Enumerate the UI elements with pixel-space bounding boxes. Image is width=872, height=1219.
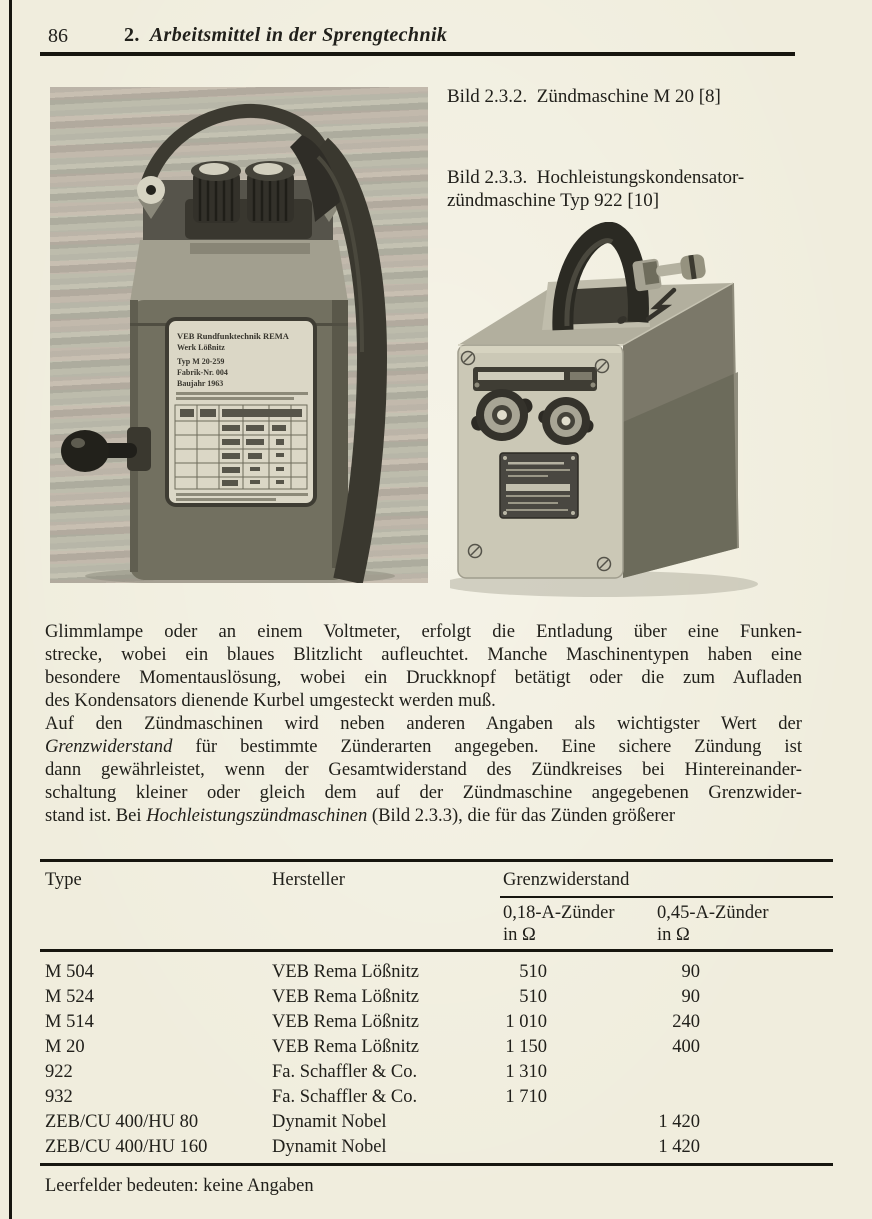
text-line: Auf den Zündmaschinen wird neben anderen Angaben als wichtigster Wert der: [45, 713, 802, 734]
text-line: Glimmlampe oder an einem Voltmeter, erfolgt die Entladung über eine Funken-: [45, 621, 802, 642]
terminal-knob-right: [245, 161, 295, 223]
terminal-knob-left: [191, 161, 241, 223]
table-cell: Fa. Schaffler & Co.: [272, 1087, 418, 1107]
table-cell: 510: [519, 962, 547, 982]
chapter-number: 2.: [124, 24, 140, 46]
table-cell: 90: [681, 962, 700, 982]
table-header-type: Type: [45, 870, 82, 890]
table-cell: ZEB/CU 400/HU 80: [45, 1112, 199, 1132]
table-cell: ZEB/CU 400/HU 160: [45, 1137, 208, 1157]
table-cell: 922: [45, 1062, 73, 1082]
table-cell: Fa. Schaffler & Co.: [272, 1062, 418, 1082]
text-line: des Kondensators dienende Kurbel umgesteckt werden muß.: [45, 690, 496, 711]
table-cell: 510: [519, 987, 547, 1007]
table-cell: 1 420: [658, 1112, 700, 1132]
table-row: [45, 987, 802, 1012]
crank-handle: [61, 427, 151, 472]
text-line: schaltung kleiner oder gleich dem auf der Zündmaschine angegebenen Grenzwider-: [45, 782, 802, 803]
body-text: [45, 620, 802, 827]
table-cell: 932: [45, 1087, 73, 1107]
chapter-heading: [124, 24, 447, 47]
paragraph: [45, 620, 802, 712]
caption-bild-2-3-2: Bild 2.3.2. Zündmaschine M 20 [8]: [447, 86, 721, 107]
table-cell: VEB Rema Lößnitz: [272, 962, 419, 982]
plate-line-2: Werk Lößnitz: [177, 343, 225, 352]
scan-edge-line: [9, 0, 12, 1219]
subheader-line: in Ω: [657, 925, 690, 945]
subheader-line: 0,18-A-Zünder: [503, 903, 615, 923]
table-rows: [45, 962, 802, 1162]
table-cell: 240: [672, 1012, 700, 1032]
typ922-illustration: [450, 222, 860, 604]
table-cell: 1 150: [505, 1037, 547, 1057]
table-cell: 1 710: [505, 1087, 547, 1107]
table-subheader-045: [657, 902, 768, 946]
table-cell: M 504: [45, 962, 94, 982]
table-rule-grenz-group: [500, 896, 833, 898]
table-subheader-018: [503, 902, 614, 946]
caption-line: Bild 2.3.3. Hochleistungskondensator-: [447, 167, 745, 188]
table-cell: 1 310: [505, 1062, 547, 1082]
table-header-grenzwiderstand: Grenzwiderstand: [503, 870, 630, 890]
caption-bild-2-3-3: [447, 166, 744, 212]
table-rule-top: [40, 859, 833, 862]
text-line: stand ist. Bei Hochleistungszündmaschinen (Bild 2.3.3), die für das Zünden größerer: [45, 805, 676, 826]
plate-line-4: Fabrik-Nr. 004: [177, 368, 228, 377]
table-cell: M 20: [45, 1037, 85, 1057]
table-cell: VEB Rema Lößnitz: [272, 1037, 419, 1057]
table-header-hersteller: Hersteller: [272, 870, 345, 890]
table-cell: M 524: [45, 987, 94, 1007]
table-cell: 90: [681, 987, 700, 1007]
table-cell: 1 010: [505, 1012, 547, 1032]
plate-line-1: VEB Rundfunktechnik REMA: [177, 331, 289, 341]
plate-line-5: Baujahr 1963: [177, 379, 224, 388]
table-row: [45, 1012, 802, 1037]
table-footnote: Leerfelder bedeuten: keine Angaben: [45, 1176, 314, 1196]
figure-photo-m20: [50, 87, 428, 583]
caption-line: zündmaschine Typ 922 [10]: [447, 190, 660, 211]
table-row: [45, 1087, 802, 1112]
text-line: besondere Momentauslösung, wobei ein Druckknopf betätigt oder die zum Aufladen: [45, 667, 802, 688]
table-row: [45, 1062, 802, 1087]
page-number: 86: [48, 25, 68, 47]
table-cell: 400: [672, 1037, 700, 1057]
table-row: [45, 1112, 802, 1137]
text-line: dann gewährleistet, wenn der Gesamtwiderstand des Zündkreises bei Hintereinander-: [45, 759, 802, 780]
figure-photo-922: [450, 222, 860, 604]
table-cell: Dynamit Nobel: [272, 1137, 387, 1157]
table-cell: M 514: [45, 1012, 94, 1032]
header-rule: [40, 52, 795, 56]
table-cell: Dynamit Nobel: [272, 1112, 387, 1132]
subheader-line: in Ω: [503, 925, 536, 945]
table-row: [45, 1037, 802, 1062]
table-row: [45, 962, 802, 987]
front-slot-plate: [473, 367, 597, 391]
rating-plate: [500, 453, 578, 518]
table-row: [45, 1137, 802, 1162]
m20-illustration: [50, 87, 428, 583]
table-cell: 1 420: [658, 1137, 700, 1157]
subheader-line: 0,45-A-Zünder: [657, 903, 769, 923]
table-cell: VEB Rema Lößnitz: [272, 987, 419, 1007]
text-line: strecke, wobei ein blaues Blitzlicht aufleuchtet. Manche Maschinentypen haben eine: [45, 644, 802, 665]
plate-line-3: Typ M 20-259: [177, 357, 225, 366]
chapter-title: Arbeitsmittel in der Sprengtechnik: [149, 24, 448, 46]
table-rule-mid: [40, 949, 833, 952]
text-line: Grenzwiderstand für bestimmte Zünderarten angegeben. Eine sichere Zündung ist: [45, 736, 802, 757]
table-cell: VEB Rema Lößnitz: [272, 1012, 419, 1032]
paragraph: [45, 712, 802, 827]
rating-plate: [167, 319, 315, 505]
table-rule-bottom: [40, 1163, 833, 1166]
